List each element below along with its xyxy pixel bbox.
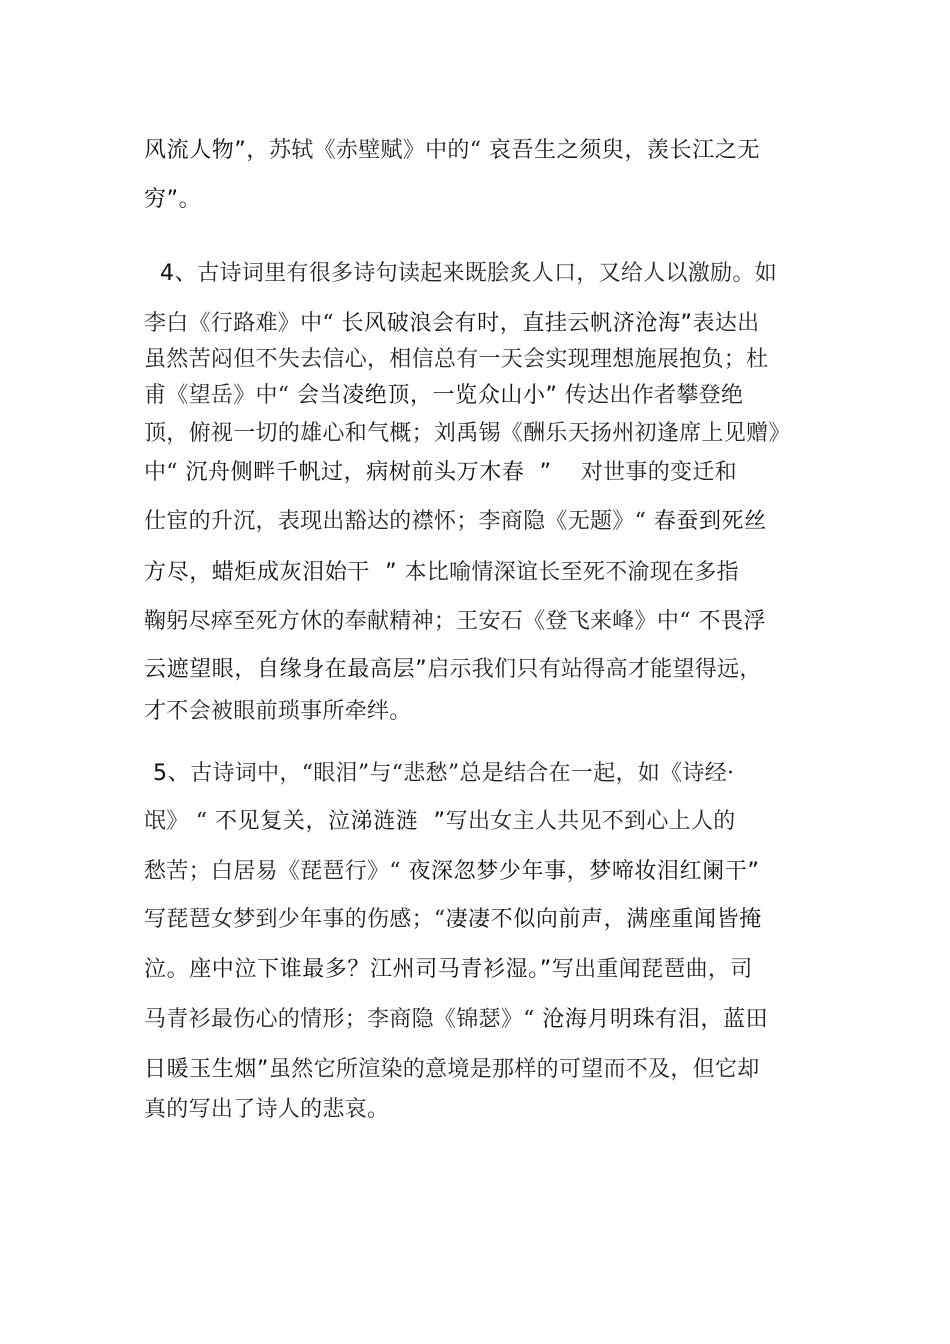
body-text: 启示我们只有站得高才能望得远，: [427, 657, 762, 682]
quoted-verse: 长风破浪会有时，直挂云帆济沧海”: [333, 311, 693, 336]
quoted-verse: 沉舟侧畔千帆过，病树前头万木春 ”: [177, 460, 552, 485]
body-text: 写出女主人共见不到心上人的: [445, 809, 736, 834]
quoted-verse: 5、: [153, 761, 191, 786]
text-line: [144, 905, 762, 935]
quoted-verse: 方尽，蜡炬成灰泪始干 ”: [144, 560, 398, 585]
body-text: 李白《行路难》中“: [144, 311, 334, 336]
body-text: 传达出作者攀登绝: [557, 383, 744, 408]
quoted-verse: 云遮望眼，自缘身在最高层”: [144, 657, 428, 682]
body-text: 古诗词中，“眼泪”与“悲愁”总是结合在一起，如《诗经·: [190, 761, 735, 786]
quoted-verse: 泣。座中泣下谁最多？江州司马青衫湿。”: [144, 957, 552, 982]
text-line: [160, 259, 777, 289]
body-text: 愁苦；白居易《琵琶行》“: [144, 859, 401, 884]
body-text: 才不会被眼前琐事所牵绊。: [144, 699, 412, 724]
body-text: 对世事的变迁和: [551, 460, 737, 485]
body-text: 仕宦的升沉，表现出豁达的襟怀；李商隐《无题》“: [144, 509, 647, 534]
text-line: [144, 607, 766, 637]
quoted-verse: 凄凄不似向前声，满座重闻皆掩: [445, 907, 762, 932]
quoted-verse: 穷”。: [144, 187, 202, 212]
body-text: 本比喻情深谊长至死不渝现在多指: [397, 560, 739, 585]
text-line: [144, 185, 201, 215]
text-line: [144, 857, 759, 887]
text-line: [144, 1005, 768, 1035]
body-text: 氓》 “: [144, 809, 208, 834]
text-line: [144, 309, 759, 339]
body-text: 虽然苦闷但不失去信心，相信总有一天会实现理想施展抱负；杜: [144, 347, 769, 372]
text-line: [144, 955, 753, 985]
body-text: 虽然它所渲染的意境是那样的可望而不及，但它却: [269, 1057, 760, 1082]
body-text: 顶，俯视一切的雄心和气概；刘禹锡《酬乐天扬州初逢席上见赠》: [144, 421, 791, 446]
text-line: [144, 136, 760, 166]
body-text: 古诗词里有很多诗句读起来既脍炙人口，又给人以激励。如: [197, 261, 778, 286]
quoted-verse: 哀吾生之须臾，羡长江之无: [481, 138, 761, 163]
body-text: 写出重闻琵琶曲，司: [551, 957, 753, 982]
body-text: 真的写出了诗人的悲哀。: [144, 1097, 390, 1122]
body-text: 马青衫最伤心的情形；李商隐《锦瑟》“: [144, 1007, 535, 1032]
text-line: [144, 507, 767, 537]
quoted-verse: 4、: [160, 261, 198, 286]
body-text: 表达出: [692, 311, 760, 336]
text-line: [144, 697, 412, 727]
text-line: [144, 345, 768, 375]
quoted-verse: 春蚕到死丝: [646, 509, 767, 534]
body-text: 鞠躬尽瘁至死方休的奉献精神；王安石《登飞来峰》中“: [144, 609, 691, 634]
quoted-verse: 沧海月明珠有泪，蓝田: [534, 1007, 769, 1032]
quoted-verse: 会当凌绝顶，一览众山小”: [289, 383, 558, 408]
quoted-verse: 不见复关，泣涕涟涟 ”: [207, 809, 446, 834]
body-text: 写琵琶女梦到少年事的伤感；“: [144, 907, 446, 932]
text-line: [144, 419, 791, 449]
quoted-verse: 夜深忽梦少年事，梦啼妆泪红阑干”: [400, 859, 760, 884]
text-line: [153, 759, 734, 789]
body-text: 中“: [144, 460, 178, 485]
quoted-verse: 日暖玉生烟”: [144, 1057, 269, 1082]
body-text: 甫《望岳》中“: [144, 383, 290, 408]
text-line: [144, 655, 762, 685]
text-line: [144, 381, 743, 411]
quoted-verse: 不畏浮: [690, 609, 767, 634]
body-text: 苏轼《赤壁赋》中的“: [269, 138, 482, 163]
text-line: [144, 458, 737, 488]
text-line: [144, 1095, 389, 1125]
text-line: [144, 558, 739, 588]
quoted-verse: 风流人物”，: [144, 138, 269, 163]
text-line: [144, 1055, 760, 1085]
text-line: [144, 807, 736, 837]
